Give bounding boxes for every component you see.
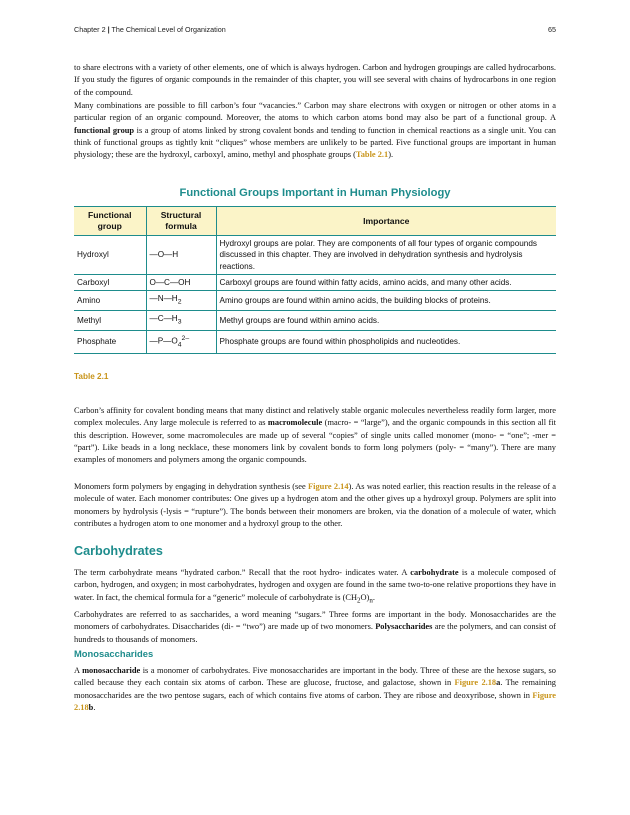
subsection-heading-monosaccharides: Monosaccharides xyxy=(74,648,154,659)
cell-formula: O—C—OH xyxy=(146,274,216,290)
cell-importance: Phosphate groups are found within phospholipids and nucleotides. xyxy=(216,331,556,354)
figure-part-b: b xyxy=(88,702,94,712)
link-figure-2-18[interactable]: Figure 2.18 xyxy=(74,690,556,712)
formula-subscript: 3 xyxy=(177,318,182,326)
cell-formula: —O—H xyxy=(146,236,216,275)
figure-part-a: a xyxy=(496,678,501,688)
text-run: are the polymers, and can consist of hundreds to thousands of monomers. xyxy=(74,622,556,644)
text-run: . xyxy=(93,702,96,712)
cell-group: Hydroxyl xyxy=(74,236,146,275)
column-header-group: Functional group xyxy=(74,207,146,236)
table-title: Functional Groups Important in Human Physiology xyxy=(179,187,451,199)
formula-superscript: 2– xyxy=(181,335,190,343)
carbohydrate-paragraph xyxy=(74,567,556,607)
table-header-row xyxy=(74,207,556,236)
text-run: . The remaining monosaccharides are the two pentose sugars, each of which contains five atoms of carbon. They are ribose and deoxyribose, shown in xyxy=(74,678,556,700)
column-header-formula: Structural formula xyxy=(146,207,216,236)
cell-group: Carboxyl xyxy=(74,274,146,290)
link-figure-2-14[interactable]: Figure 2.14 xyxy=(308,482,349,491)
term-carbohydrate: carbohydrate xyxy=(410,568,459,577)
macromolecule-paragraph xyxy=(74,405,556,466)
term-monosaccharide: monosaccharide xyxy=(82,666,141,675)
text-run: Many combinations are possible to fill carbon’s four “vacancies.” Carbon may share electrons with oxygen or nitrogen or other atoms in a particular region of an organic compound. Moreover, the atoms to which carbon atoms bond may also be part of a functional group. A xyxy=(74,101,556,123)
link-figure-2-18[interactable]: Figure 2.18 xyxy=(454,678,497,688)
chapter-label: Chapter 2 xyxy=(74,25,106,34)
text-run: (macro- = “large”), and the organic compounds in this section all fit this description. However, some macromolecules are made up of several “copies” of single units called monomer (mono- = “one”; -mer = “part”). Like beads in a long necklace, these monomers link by covalent bonds to form long polymers (poly- = “many”). There are many examples of monomers and polymers among the organic compounds. xyxy=(74,418,556,465)
cell-importance: Methyl groups are found within amino acids. xyxy=(216,311,556,331)
formula-text: —C—H xyxy=(149,314,178,324)
table-row xyxy=(74,274,556,290)
cell-group: Amino xyxy=(74,291,146,311)
text-run: Monomers form polymers by engaging in dehydration synthesis (see xyxy=(74,482,309,491)
intro-paragraph-1: to share electrons with a variety of other elements, one of which is always hydrogen. Carbon and hydrogen groupings are called hydrocarbons. If you study the figures of organic compounds in the remainder of this chapter, you will see several with chains of hydrocarbons in one region of the compound. xyxy=(74,63,556,97)
subscript: n xyxy=(369,596,373,605)
text-run: O) xyxy=(360,592,370,602)
functional-groups-table xyxy=(74,206,556,354)
cell-group: Methyl xyxy=(74,311,146,331)
table-row xyxy=(74,331,556,354)
text-run: ). As was noted earlier, this reaction results in the release of a molecule of water. Each monomer contributes: One gives up a hydrogen atom and the other gives up a hydroxyl group. Polymers are split into monomers by hydrolysis (-lysis = “rupture”). The bonds between their monomers are broken, via the donation of a molecule of water, which contributes a hydrogen atom to one monomer and a hydroxyl group to the other. xyxy=(74,482,556,528)
text-run: is a molecule composed of carbon, hydrogen, and oxygen; in most carbohydrates, hydrogen and oxygen are found in the same two-to-one relative proportions they have in water. In fact, the chemical formula for a “generic” molecule of carbohydrate is (CH xyxy=(74,568,556,602)
text-run: is a group of atoms linked by strong covalent bonds and tending to function in chemical reactions as a single unit. You can think of functional groups as tightly knit “cliques” whose members are unlikely to be parted. Five functional groups are important in human physiology; these are the hydroxyl, carboxyl, amino, methyl and phosphate groups ( xyxy=(74,125,556,160)
monosaccharide-paragraph xyxy=(74,665,556,714)
intro-paragraph-2 xyxy=(74,100,556,161)
column-header-importance: Importance xyxy=(216,207,556,236)
cell-formula xyxy=(146,311,216,331)
text-run: Carbon’s affinity for covalent bonding means that many distinct and relatively stable organic molecules nevertheless readily form larger, more complex molecules. Any large molecule is referred to as xyxy=(74,406,556,428)
cell-formula xyxy=(146,291,216,311)
cell-importance: Hydroxyl groups are polar. They are components of all four types of organic compounds discussed in this chapter. They are involved in dehydration synthesis and hydrolysis reactions. xyxy=(216,236,556,275)
text-run: ). xyxy=(388,150,394,160)
table-caption: Table 2.1 xyxy=(74,372,109,381)
text-run: is a monomer of carbohydrates. Five monosaccharides are important in the body. Three of these are the hexose sugars, so called because they each contain six atoms of carbon. These are glucose, fructose, and galactose, shown in xyxy=(74,666,556,688)
text-run: The term carbohydrate means “hydrated carbon.” Recall that the root hydro- indicates water. A xyxy=(74,568,411,577)
subscript: 2 xyxy=(357,596,361,605)
polymer-paragraph xyxy=(74,481,556,530)
header-chapter xyxy=(74,25,226,34)
table-row xyxy=(74,236,556,275)
chapter-title: The Chemical Level of Organization xyxy=(111,25,226,34)
term-functional-group: functional group xyxy=(74,125,135,135)
section-heading-carbohydrates: Carbohydrates xyxy=(74,544,163,558)
formula-text: —N—H xyxy=(149,294,178,304)
text-run: A xyxy=(74,666,83,675)
formula-subscript: 4 xyxy=(177,341,182,349)
running-header xyxy=(74,25,556,37)
table-row xyxy=(74,311,556,331)
saccharides-paragraph xyxy=(74,609,556,646)
text-run: . xyxy=(372,592,375,602)
text-run: Carbohydrates are referred to as saccharides, a word meaning “sugars.” Three forms are important in the body. Monosaccharides are the monomers of carbohydrates. Disaccharides (di- = “two”) are made up of two monomers. xyxy=(74,610,556,632)
cell-formula xyxy=(146,331,216,354)
cell-importance: Carboxyl groups are found within fatty acids, amino acids, and many other acids. xyxy=(216,274,556,290)
term-macromolecule: macromolecule xyxy=(267,418,323,428)
link-table-2-1[interactable]: Table 2.1 xyxy=(355,150,389,160)
cell-group: Phosphate xyxy=(74,331,146,354)
page-number: 65 xyxy=(548,25,556,34)
table-row xyxy=(74,291,556,311)
formula-text: —P—O xyxy=(149,336,178,346)
formula-subscript: 2 xyxy=(177,298,182,306)
cell-importance: Amino groups are found within amino acids, the building blocks of proteins. xyxy=(216,291,556,311)
term-polysaccharides: Polysaccharides xyxy=(375,622,433,632)
header-separator: | xyxy=(107,25,110,34)
